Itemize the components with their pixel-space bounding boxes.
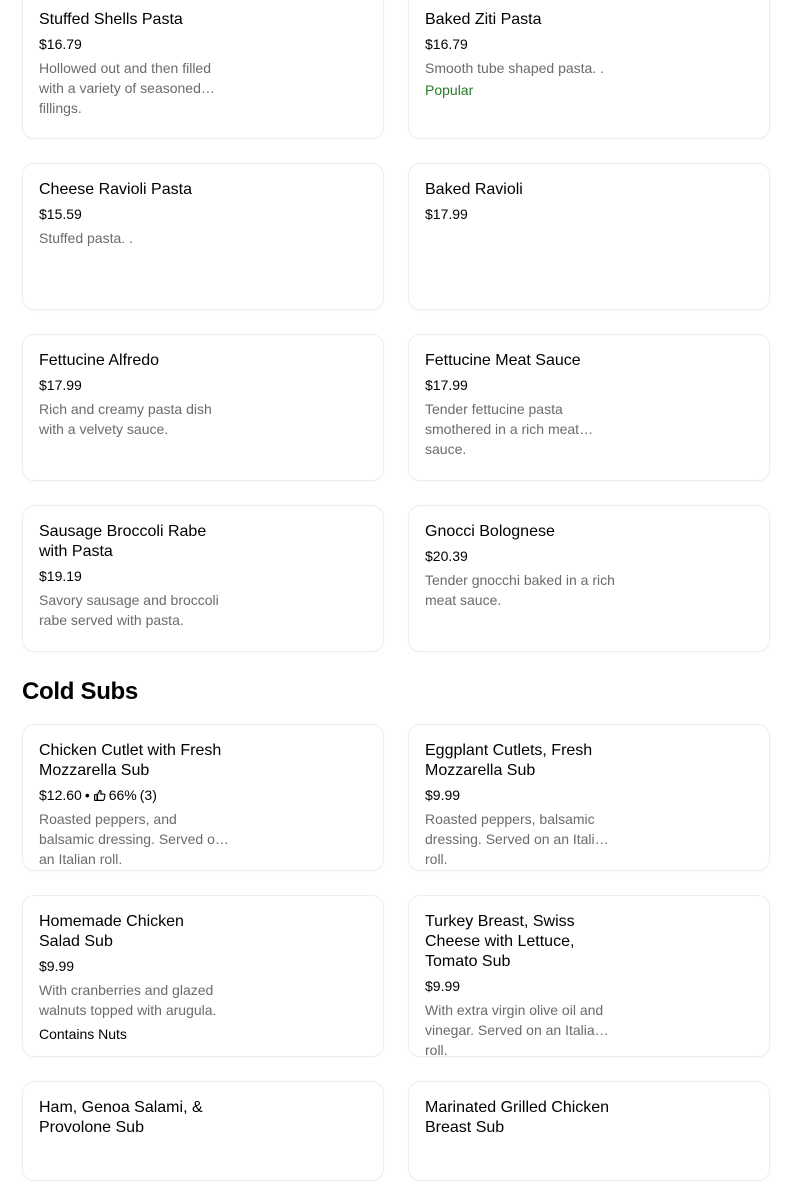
- menu-item-card[interactable]: [22, 163, 384, 310]
- menu-item-name: Stuffed Shells Pasta: [39, 11, 183, 28]
- menu-item-card[interactable]: [408, 0, 770, 139]
- menu-item-name: Baked Ravioli: [425, 181, 523, 198]
- price-value: $19.19: [39, 568, 82, 584]
- menu-item-description: Roasted peppers, and balsamic dressing. Served on an Italian roll.: [39, 811, 223, 867]
- menu-item-name: Ham, Genoa Salami, & Provolone Sub: [39, 1099, 203, 1136]
- contains-nuts-badge: Contains Nuts: [39, 1026, 127, 1042]
- menu-item-card[interactable]: [22, 0, 384, 139]
- section-title-cold-subs: Cold Subs: [22, 678, 138, 705]
- price-value: $9.99: [425, 978, 461, 994]
- menu-item-price: [425, 547, 615, 565]
- menu-item-card[interactable]: [22, 334, 384, 481]
- menu-item-card[interactable]: [22, 1081, 384, 1181]
- menu-item-card[interactable]: [22, 724, 384, 871]
- menu-item-card[interactable]: [408, 505, 770, 652]
- menu-item-price: [39, 786, 229, 804]
- menu-item-info: [425, 912, 615, 1058]
- menu-item-price: [425, 376, 615, 394]
- menu-item-card[interactable]: [22, 895, 384, 1057]
- price-value: $9.99: [425, 787, 461, 803]
- menu-item-description: Tender gnocchi baked in a rich meat sauce.: [425, 572, 615, 608]
- price-value: $17.99: [425, 377, 468, 393]
- price-value: $15.59: [39, 206, 82, 222]
- menu-item-info: [39, 741, 229, 867]
- menu-item-card[interactable]: [408, 895, 770, 1057]
- menu-item-info: [425, 10, 615, 100]
- menu-item-price: [425, 205, 615, 223]
- price-value: $16.79: [39, 36, 82, 52]
- menu-item-description: Rich and creamy pasta dish with a velvety sauce.: [39, 401, 212, 437]
- menu-item-description: With extra virgin olive oil and vinegar. Served on an Italian roll.: [425, 1002, 604, 1058]
- menu-item-name: Fettucine Alfredo: [39, 352, 160, 369]
- thumbs-up-icon: [93, 789, 106, 802]
- menu-item-card[interactable]: [408, 163, 770, 310]
- menu-item-info: [425, 180, 615, 223]
- menu-item-info: [39, 180, 229, 248]
- menu-item-name: Homemade Chicken Salad Sub: [39, 913, 184, 950]
- menu-item-info: [39, 10, 229, 116]
- menu-item-price: [39, 35, 229, 53]
- menu-item-name: Baked Ziti Pasta: [425, 11, 542, 28]
- price-value: $12.60: [39, 787, 82, 803]
- menu-item-description: Hollowed out and then filled with a variety of seasoned fillings.: [39, 60, 212, 116]
- menu-item-name: Cheese Ravioli Pasta: [39, 181, 192, 198]
- menu-item-card[interactable]: [22, 505, 384, 652]
- menu-item-info: [39, 351, 229, 439]
- price-separator: •: [84, 787, 90, 803]
- menu-item-price: [39, 376, 229, 394]
- price-value: $20.39: [425, 548, 468, 564]
- menu-item-name: Eggplant Cutlets, Fresh Mozzarella Sub: [425, 742, 593, 779]
- menu-item-card[interactable]: [408, 1081, 770, 1181]
- menu-item-name: Fettucine Meat Sauce: [425, 352, 581, 369]
- menu-item-price: [39, 567, 229, 585]
- menu-item-info: [39, 522, 229, 630]
- menu-item-price: [425, 977, 615, 995]
- menu-item-price: [39, 205, 229, 223]
- menu-item-info: [39, 912, 229, 1044]
- menu-item-description: Tender fettucine pasta smothered in a rich meat sauce.: [425, 401, 580, 457]
- menu-item-description: Savory sausage and broccoli rabe served with pasta.: [39, 592, 219, 628]
- price-value: $17.99: [39, 377, 82, 393]
- menu-item-name: Sausage Broccoli Rabe with Pasta: [39, 523, 207, 560]
- price-value: $16.79: [425, 36, 468, 52]
- menu-item-name: Marinated Grilled Chicken Breast Sub: [425, 1099, 610, 1136]
- price-value: $17.99: [425, 206, 468, 222]
- popular-badge: Popular: [425, 82, 474, 98]
- menu-item-card[interactable]: [408, 334, 770, 481]
- menu-item-name: Chicken Cutlet with Fresh Mozzarella Sub: [39, 742, 222, 779]
- menu-item-description: Smooth tube shaped pasta. .: [425, 60, 605, 76]
- menu-item-info: [425, 351, 615, 457]
- price-value: $9.99: [39, 958, 75, 974]
- menu-item-price: [425, 786, 615, 804]
- menu-item-info: [425, 1098, 615, 1138]
- menu-item-description: Stuffed pasta. .: [39, 230, 133, 246]
- rating-percent: 66%: [108, 787, 137, 803]
- menu-item-name: Turkey Breast, Swiss Cheese with Lettuce, Tomato Sub: [425, 913, 575, 970]
- menu-item-info: [39, 1098, 229, 1138]
- menu-item-description: With cranberries and glazed walnuts topped with arugula.: [39, 982, 217, 1018]
- rating-count: (3): [139, 787, 157, 803]
- menu-item-card[interactable]: [408, 724, 770, 871]
- menu-item-description: Roasted peppers, balsamic dressing. Served on an Italian roll.: [425, 811, 611, 867]
- menu-item-info: [425, 522, 615, 610]
- menu-item-price: [425, 35, 615, 53]
- menu-item-info: [425, 741, 615, 867]
- menu-item-name: Gnocci Bolognese: [425, 523, 555, 540]
- menu-item-price: [39, 957, 229, 975]
